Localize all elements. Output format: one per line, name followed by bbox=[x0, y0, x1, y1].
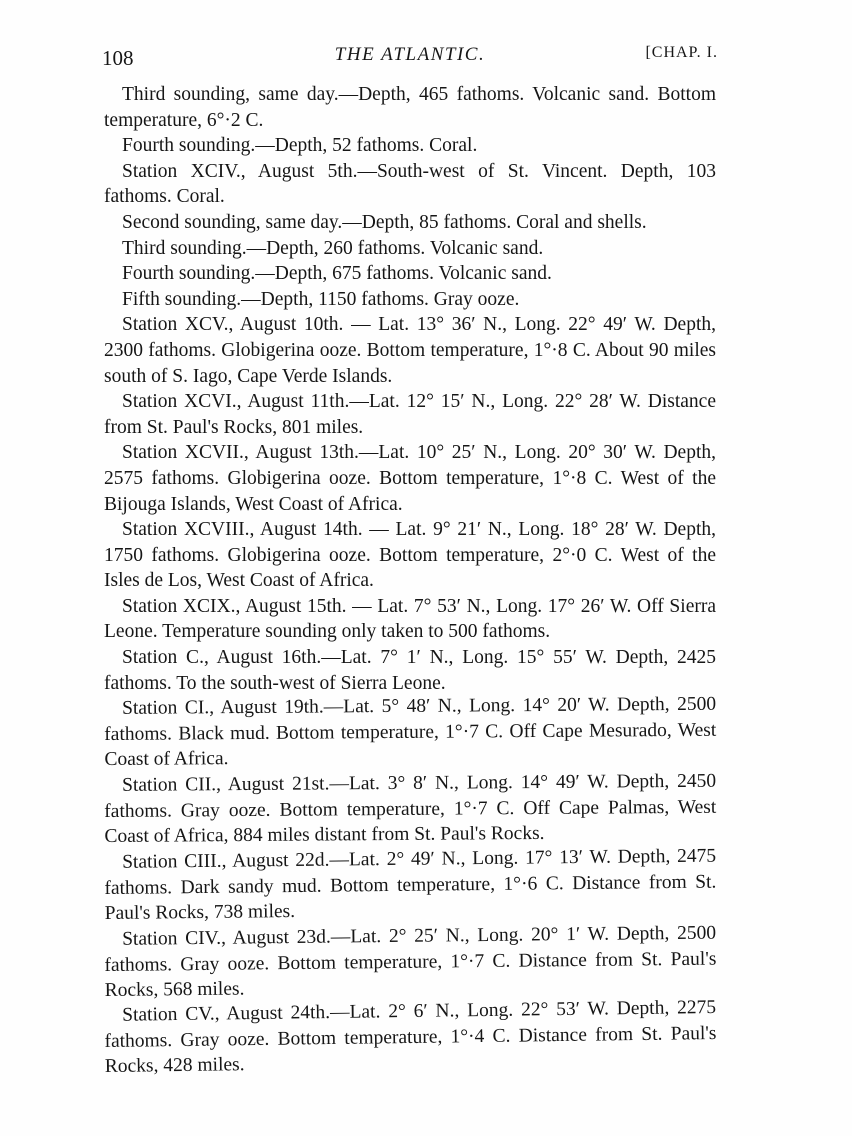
paragraph: Third sounding.—Depth, 260 fathoms. Volcanic sand. bbox=[122, 237, 544, 259]
paragraph: Fourth sounding.—Depth, 52 fathoms. Coral. bbox=[122, 135, 478, 157]
paragraph: Second sounding, same day.—Depth, 85 fathoms. Coral and shells. bbox=[122, 211, 647, 233]
paragraph: Station XCIX., August 15th. — Lat. 7° 53′ N., Long. 17° 26′ W. Off Sierra Leone. Temperature sounding only taken to 500 fathoms. bbox=[104, 595, 716, 643]
paragraph: Fourth sounding.—Depth, 675 fathoms. Volcanic sand. bbox=[122, 263, 552, 285]
chapter-reference: [CHAP. I. bbox=[645, 44, 718, 61]
paragraph: Station CIII., August 22d.—Lat. 2° 49′ N., Long. 17° 13′ W. Depth, 2475 fathoms. Dark sandy mud. Bottom temperature, 1°·6 C. Distance from St. Paul's Rocks, 738 miles. bbox=[104, 845, 717, 924]
paragraph: Station XCVII., August 13th.—Lat. 10° 25′ N., Long. 20° 30′ W. Depth, 2575 fathoms. Globigerina ooze. Bottom temperature, 1°·8 C. West of the Bijouga Islands, West Coast of Africa. bbox=[104, 442, 716, 515]
page-number: 108 bbox=[102, 46, 134, 70]
running-title: THE ATLANTIC. bbox=[334, 44, 486, 65]
paragraph: Third sounding, same day.—Depth, 465 fathoms. Volcanic sand. Bottom temperature, 6°·2 C. bbox=[104, 84, 716, 131]
paragraph: Station XCVI., August 11th.—Lat. 12° 15′ N., Long. 22° 28′ W. Distance from St. Paul's Rocks, 801 miles. bbox=[104, 391, 716, 438]
paragraph: Station XCIV., August 5th.—South-west of St. Vincent. Depth, 103 fathoms. Coral. bbox=[104, 160, 716, 208]
page-body bbox=[104, 82, 716, 1080]
paragraph: Station XCV., August 10th. — Lat. 13° 36′ N., Long. 22° 49′ W. Depth, 2300 fathoms. Globigerina ooze. Bottom temperature, 1°·8 C. About 90 miles south of S. Iago, Cape Verde Islands. bbox=[104, 314, 716, 387]
paragraph: Fifth sounding.—Depth, 1150 fathoms. Gray ooze. bbox=[122, 288, 520, 310]
paragraph: Station CV., August 24th.—Lat. 2° 6′ N., Long. 22° 53′ W. Depth, 2275 fathoms. Gray ooze. Bottom temperature, 1°·4 C. Distance from St. Paul's Rocks, 428 miles. bbox=[104, 997, 717, 1078]
running-header bbox=[102, 40, 718, 80]
paragraph: Station CII., August 21st.—Lat. 3° 8′ N., Long. 14° 49′ W. Depth, 2450 fathoms. Gray ooze. Bottom temperature, 1°·7 C. Off Cape Palmas, West Coast of Africa, 884 miles distant from St. Paul's Rocks. bbox=[104, 770, 717, 848]
paragraph: Station C., August 16th.—Lat. 7° 1′ N., Long. 15° 55′ W. Depth, 2425 fathoms. To the south-west of Sierra Leone. bbox=[104, 647, 716, 694]
paragraph: Station CIV., August 23d.—Lat. 2° 25′ N., Long. 20° 1′ W. Depth, 2500 fathoms. Gray ooze. Bottom temperature, 1°·7 C. Distance from St. Paul's Rocks, 568 miles. bbox=[104, 922, 717, 1001]
paragraph: Station CI., August 19th.—Lat. 5° 48′ N., Long. 14° 20′ W. Depth, 2500 fathoms. Black mud. Bottom temperature, 1°·7 C. Off Cape Mesurado, West Coast of Africa. bbox=[104, 693, 717, 771]
paragraph: Station XCVIII., August 14th. — Lat. 9° 21′ N., Long. 18° 28′ W. Depth, 1750 fathoms. Globigerina ooze. Bottom temperature, 2°·0 C. West of the Isles de Los, West Coast of Africa. bbox=[104, 519, 716, 592]
